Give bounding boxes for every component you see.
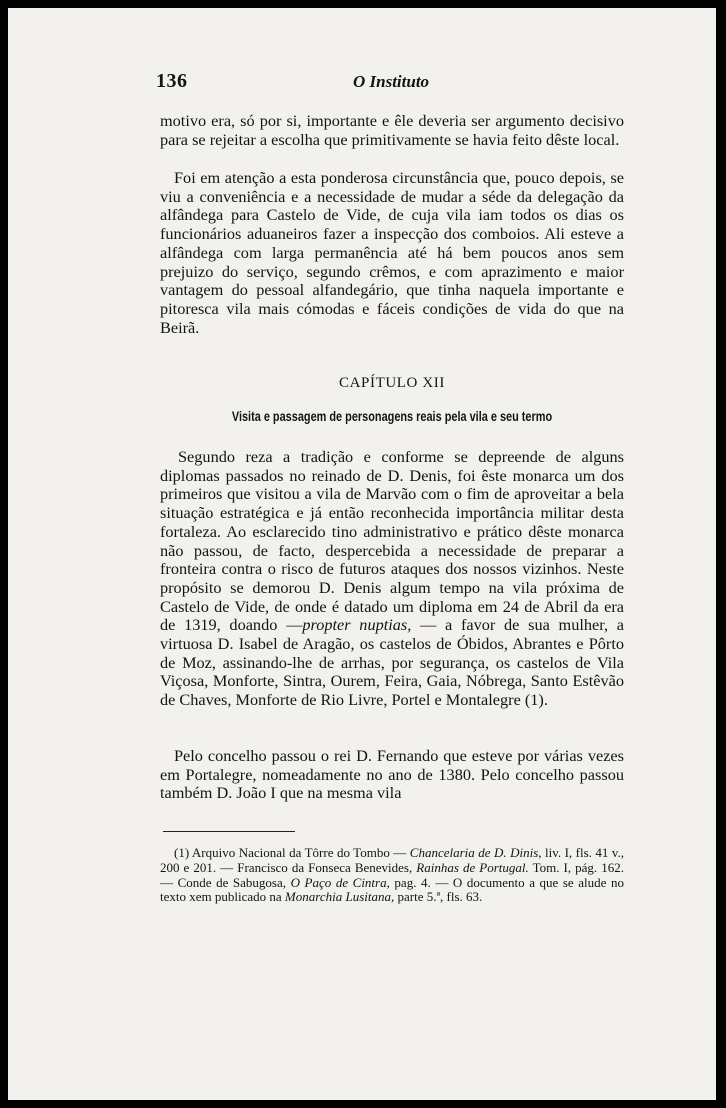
paragraph-3 — [160, 448, 624, 710]
paragraph-2: Foi em atenção a esta ponderosa circunstância que, pouco depois, se viu a conveniência e a necessidade de mudar a séde da delegação da alfândega para Castelo de Vide, de cuja vila iam todos os dias os funcionários aduaneiros fazer a inspecção dos comboios. Ali esteve a alfândega com larga permanência até há bem poucos anos sem prejuizo do serviço, segundo crêmos, e com aprazimento e maior vantagem do pessoal alfandegário, que tinha naquela importante e pitoresca vila mais cómodas e fáceis condições de vida do que na Beirã. — [160, 168, 624, 337]
footnote-divider — [163, 831, 295, 832]
paragraph-1: motivo era, só por si, importante e êle deveria ser argumento decisivo para se rejeitar a escolha que primitivamente se havia feito dêste local. — [160, 111, 624, 149]
paragraph-4: Pelo concelho passou o rei D. Fernando que esteve por várias vezes em Portalegre, nomeadamente no ano de 1380. Pelo concelho passou também D. João I que na mesma vila — [160, 746, 624, 803]
paragraph-3-text-a: Segundo reza a tradição e conforme se depreende de alguns diplomas passados no reinado de D. Denis, foi êste monarca um dos primeiros que visitou a vila de Marvão com o fim de aproveitar a bela situação estratégica e já então reconhecida importância militar desta fortaleza. Ao esclarecido tino administrativo e prático dêste monarca não passou, de facto, despercebida a necessidade de preparar a fronteira contra o risco de futuros ataques dos nossos vizinhos. Neste propósito se demorou D. Denis algum tempo na vila próxima de Castelo de Vide, de onde é datado um diploma em 24 de Abril da era de 1319, doando — — [160, 447, 624, 635]
running-title: O Instituto — [353, 72, 430, 91]
footnote — [160, 846, 624, 905]
footnote-text-1: (1) Arquivo Nacional da Tôrre do Tombo — — [174, 845, 410, 860]
page-header — [8, 70, 716, 96]
paragraph-3-text-b: — a favor de sua mulher, a virtuosa D. Isabel de Aragão, os castelos de Óbidos, Abrantes e Pôrto de Moz, assinando-lhe de arrhas, por segurança, os castelos de Vila Viçosa, Monforte, Sintra, Ourem, Feira, Gaia, Nóbrega, Santo Estêvão de Chaves, Monforte de Rio Livre, Portel e Montalegre (1). — [160, 615, 625, 710]
footnote-italic-4: Monarchia Lusitana, — [284, 889, 395, 905]
footnote-text-4: pag. 4. — O documento a que se alude no texto xem publicado na — [160, 874, 624, 905]
book-page — [8, 8, 716, 1100]
paragraph-3-italic: propter nuptias, — [302, 615, 412, 635]
chapter-subtitle: Visita e passagem de personagens reais pela vila e seu termo — [231, 408, 553, 424]
footnote-text-5: parte 5.ª, fls. 63. — [394, 889, 483, 905]
footnote-text-2: liv. I, fls. 41 v., 200 e 201. — Francisco da Fonseca Benevides, — [160, 845, 624, 875]
footnote-italic-2: Rainhas de Portugal. — [416, 859, 529, 875]
chapter-heading: CAPÍTULO XII — [339, 375, 445, 391]
footnote-text-3: Tom. I, pág. 162. — Conde de Sabugosa, — [160, 859, 624, 890]
footnote-italic-3: O Paço de Cintra, — [290, 874, 390, 890]
footnote-italic-1: Chancelaria de D. Dinis, — [409, 845, 542, 860]
page-number: 136 — [156, 70, 188, 92]
